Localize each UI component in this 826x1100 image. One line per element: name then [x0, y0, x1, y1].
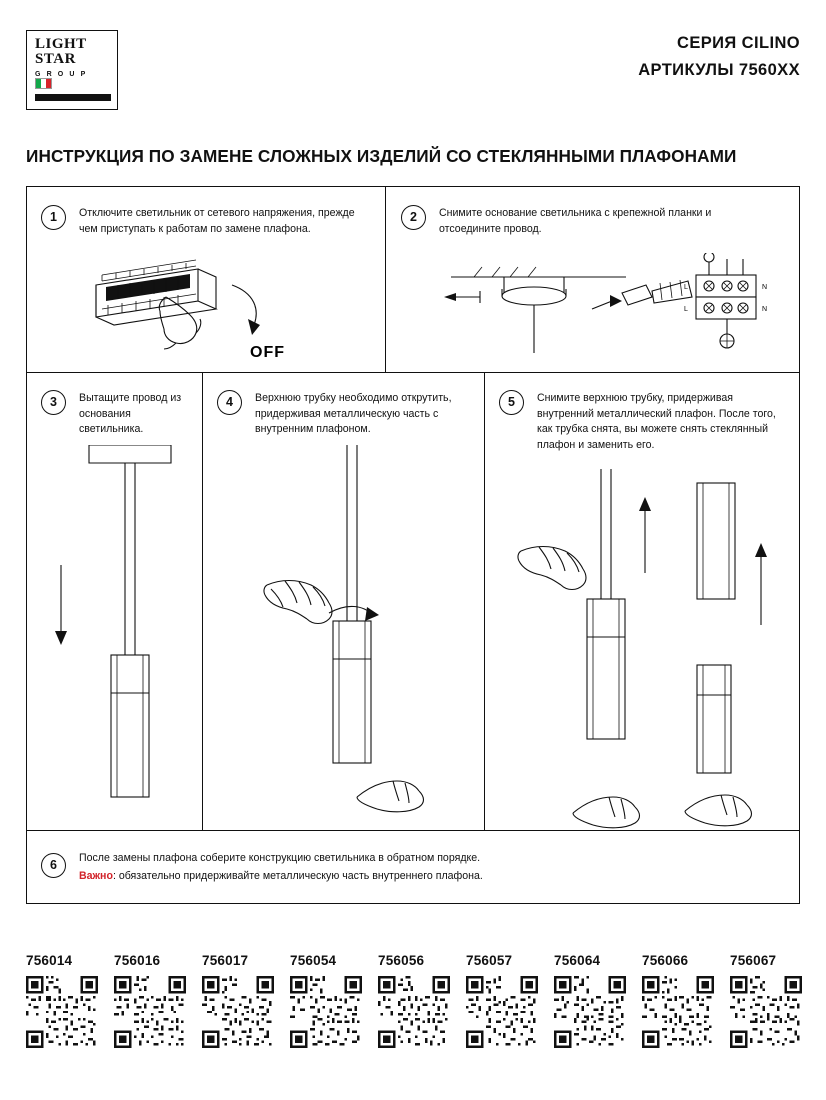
- qr-code-icon-1[interactable]: [114, 976, 186, 1048]
- qr-label-0: 756014: [26, 953, 73, 968]
- warning-label: Важно: [79, 870, 113, 882]
- logo-group-text: G R O U P: [35, 70, 88, 78]
- steps-grid: [26, 186, 800, 904]
- qr-code-icon-4[interactable]: [378, 976, 450, 1048]
- step-panel-1: [26, 186, 385, 373]
- step-text-3: Вытащите провод из основания светильника.: [79, 392, 182, 435]
- qr-item-4: [378, 953, 454, 1048]
- qr-label-4: 756056: [378, 953, 425, 968]
- qr-label-2: 756017: [202, 953, 249, 968]
- qr-label-1: 756016: [114, 953, 161, 968]
- step-text-6-main: После замены плафона соберите конструкцию светильника в обратном порядке.: [79, 852, 481, 864]
- qr-item-1: [114, 953, 190, 1048]
- logo-underline: [35, 94, 111, 101]
- qr-code-icon-5[interactable]: [466, 976, 538, 1048]
- step-text-4: Верхнюю трубку необходимо открутить, придерживая металлическую часть с внутренним плафоном.: [255, 392, 452, 435]
- document-header: [26, 30, 800, 118]
- qr-label-5: 756057: [466, 953, 513, 968]
- article-numbers: АРТИКУЛЫ 7560XX: [638, 61, 800, 79]
- step-1-illustration: [72, 257, 362, 372]
- step-panel-6: [26, 831, 800, 904]
- qr-code-icon-2[interactable]: [202, 976, 274, 1048]
- step-number-1: 1: [41, 205, 66, 230]
- qr-item-3: [290, 953, 366, 1048]
- step-panel-5: [485, 373, 800, 831]
- qr-code-icon-0[interactable]: [26, 976, 98, 1048]
- step-3-illustration: [31, 445, 201, 805]
- step-panel-4: [202, 373, 485, 831]
- qr-code-icon-7[interactable]: [642, 976, 714, 1048]
- off-label: OFF: [250, 344, 285, 361]
- svg-text:L: L: [684, 284, 688, 291]
- warning-rest: : обязательно придерживайте металлическую часть внутреннего плафона.: [112, 870, 483, 882]
- series-name: СЕРИЯ CILINO: [677, 34, 800, 52]
- step-text-1: Отключите светильник от сетевого напряжения, прежде чем приступать к работам по замене плафона.: [79, 207, 355, 235]
- step-text-2: Снимите основание светильника с крепежной планки и отсоедините провод.: [439, 207, 712, 235]
- svg-text:N: N: [762, 306, 768, 313]
- qr-code-icon-3[interactable]: [290, 976, 362, 1048]
- qr-code-icon-8[interactable]: [730, 976, 802, 1048]
- step-number-3: 3: [41, 390, 66, 415]
- step-5-illustration: [489, 469, 801, 859]
- page-title: ИНСТРУКЦИЯ ПО ЗАМЕНЕ СЛОЖНЫХ ИЗДЕЛИЙ СО СТЕКЛЯННЫМИ ПЛАФОНАМИ: [26, 146, 737, 166]
- italian-flag-icon: [35, 78, 52, 89]
- qr-label-3: 756054: [290, 953, 337, 968]
- qr-item-7: [642, 953, 718, 1048]
- qr-item-2: [202, 953, 278, 1048]
- step-number-2: 2: [401, 205, 426, 230]
- svg-text:N: N: [762, 284, 768, 291]
- step-number-6: 6: [41, 853, 66, 878]
- qr-code-icon-6[interactable]: [554, 976, 626, 1048]
- qr-item-0: [26, 953, 102, 1048]
- qr-item-6: [554, 953, 630, 1048]
- logo-line-1: LIGHT: [35, 36, 87, 52]
- step-text-6-warning: [79, 869, 779, 885]
- step-text-5: Снимите верхнюю трубку, придерживая внутренний металлический плафон. После того, как трубка снята, вы можете снять стеклянный плафон и заменить его.: [537, 392, 776, 451]
- brand-logo: [26, 30, 118, 110]
- qr-label-6: 756064: [554, 953, 601, 968]
- step-panel-2: [385, 186, 800, 373]
- step-number-4: 4: [217, 390, 242, 415]
- step-panel-3: [26, 373, 202, 831]
- step-2-illustration: [396, 253, 796, 365]
- qr-item-8: [730, 953, 806, 1048]
- qr-item-5: [466, 953, 542, 1048]
- svg-text:L: L: [684, 306, 688, 313]
- qr-label-8: 756067: [730, 953, 777, 968]
- qr-code-row: [26, 953, 800, 1073]
- qr-label-7: 756066: [642, 953, 689, 968]
- step-number-5: 5: [499, 390, 524, 415]
- logo-line-2: STAR: [35, 51, 76, 68]
- series-info: [638, 34, 800, 80]
- step-4-illustration: [207, 445, 487, 835]
